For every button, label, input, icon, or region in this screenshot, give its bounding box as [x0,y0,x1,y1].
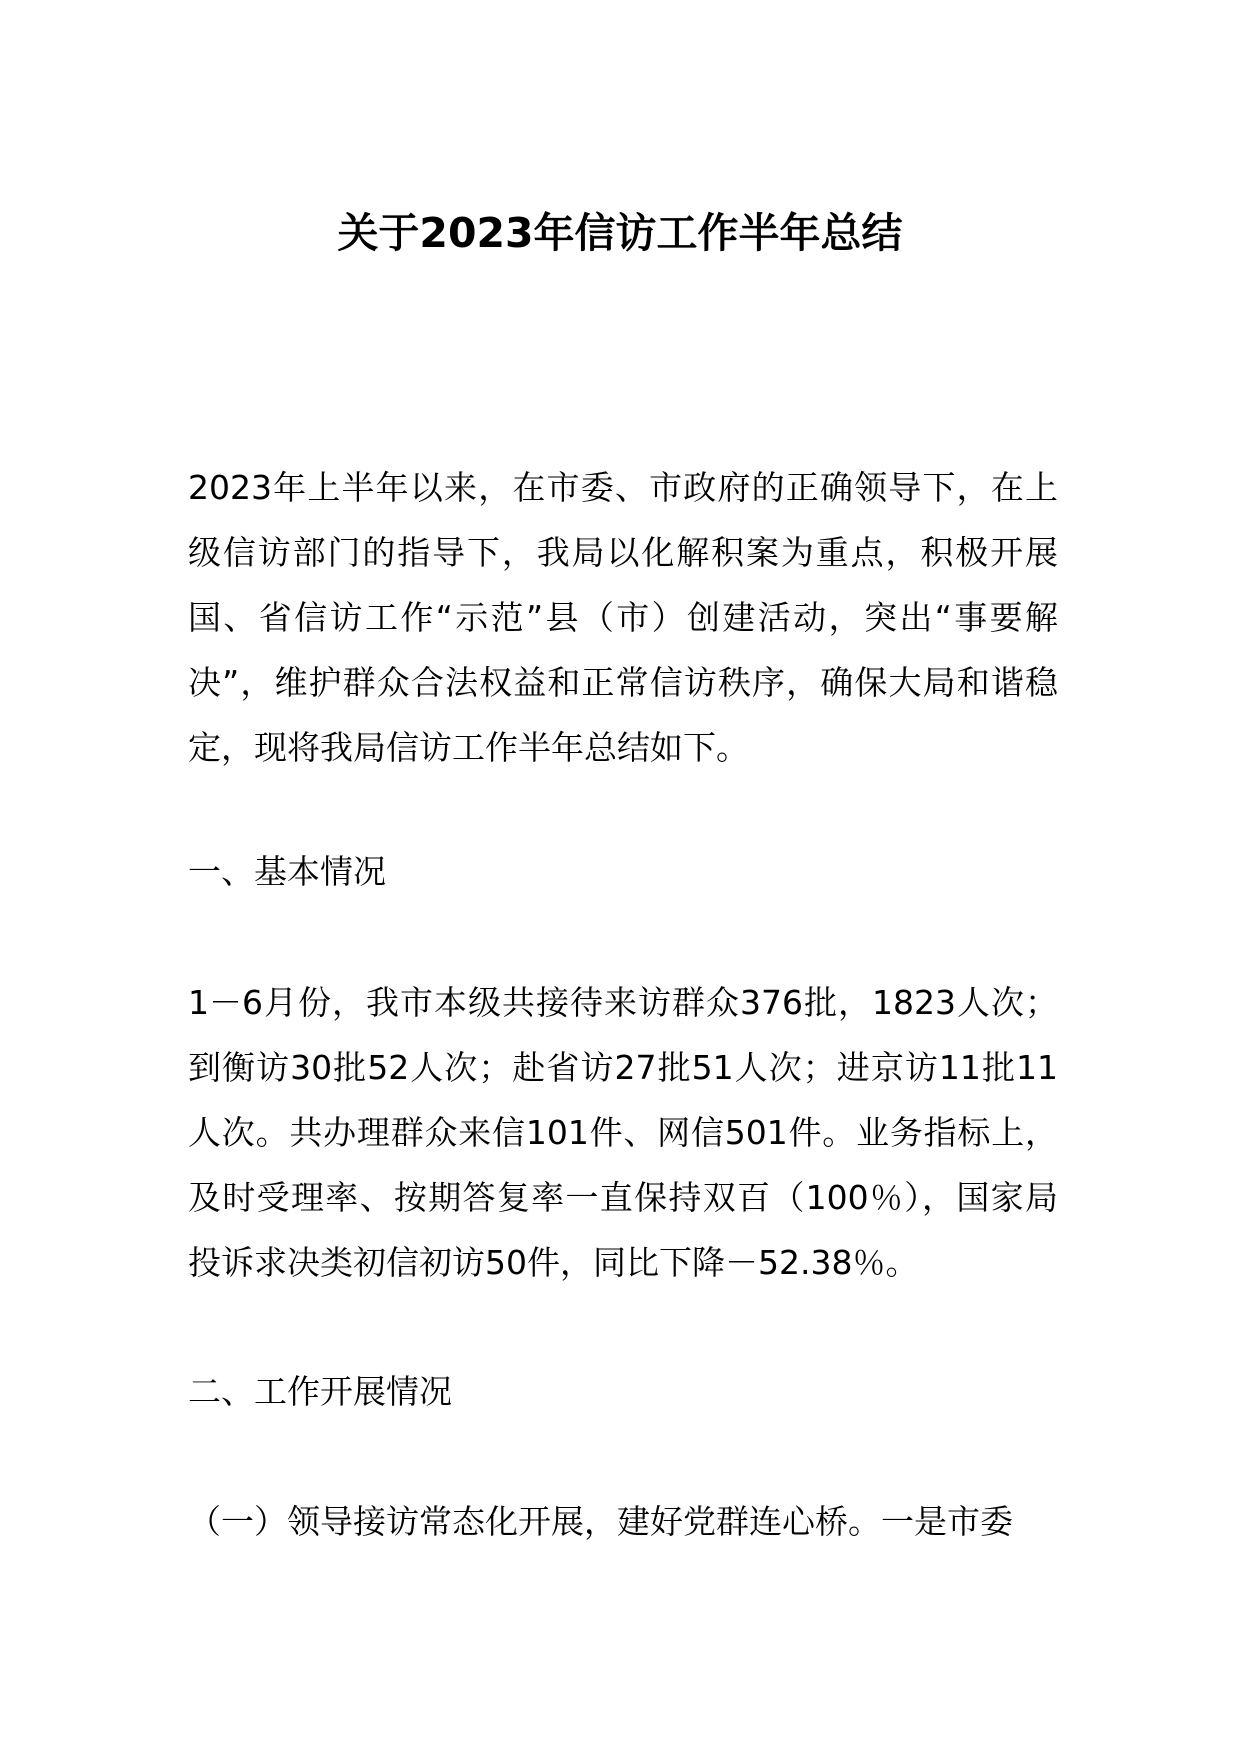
section-heading-basic: 一、基本情况 [188,852,386,891]
work-item-1-paragraph: （一）领导接访常态化开展，建好党群连心桥。一是市委 [188,1502,1013,1541]
section-heading-work: 二、工作开展情况 [188,1372,452,1411]
intro-paragraph: 2023年上半年以来，在市委、市政府的正确领导下，在上级信访部门的指导下，我局以化解积案为重点，积极开展国、省信访工作“示范”县（市）创建活动，突出“事要解决”，维护群众合法权益和正常信访秩序，确保大局和谐稳定，现将我局信访工作半年总结如下。 [188,468,1058,767]
basic-situation-paragraph: 1－6月份，我市本级共接待来访群众376批，1823人次；到衡访30批52人次；赴省访27批51人次；进京访11批11人次。共办理群众来信101件、网信501件。业务指标上，及时受理率、按期答复率一直保持双百（100％），国家局投诉求决类初信初访50件，同比下降－52.38％。 [188,983,1058,1282]
document-title: 关于2023年信访工作半年总结 [337,209,903,257]
